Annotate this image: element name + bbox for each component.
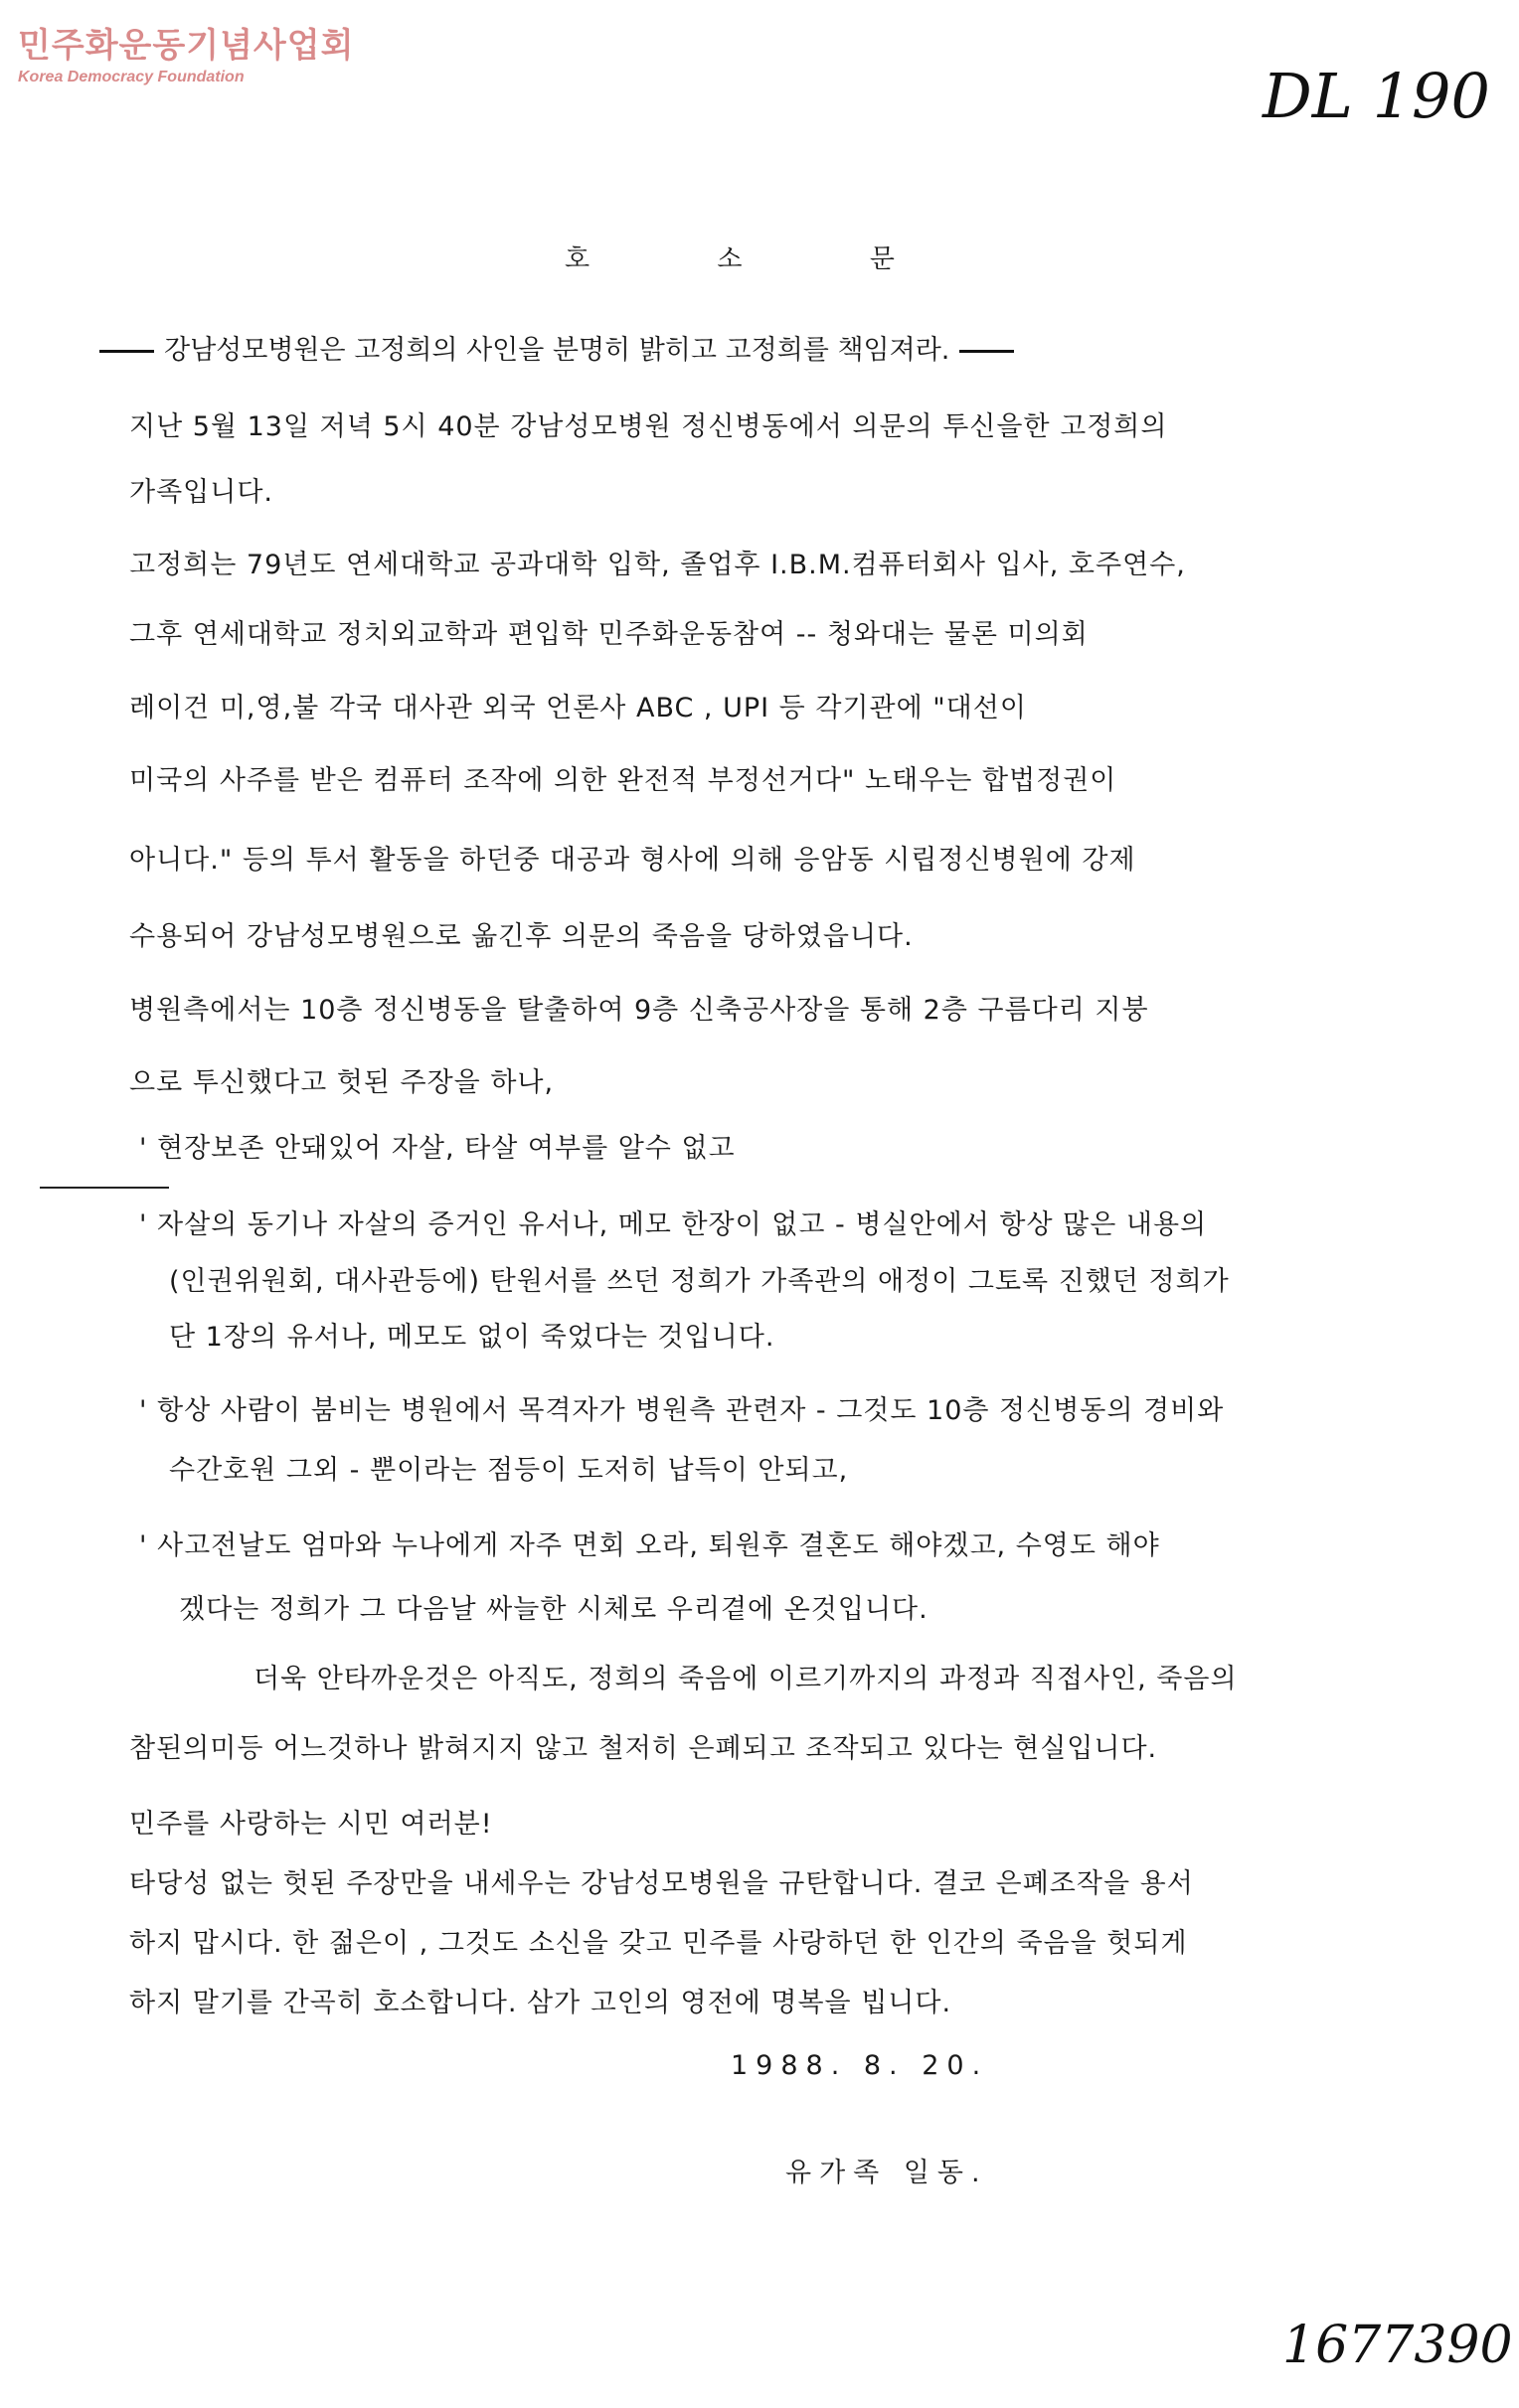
document-date: 1988. 8. 20. <box>731 2050 989 2081</box>
body-line-10: 으로 투신했다고 헛된 주장을 하나, <box>129 1067 555 1098</box>
watermark-korean-text: 민주화운동기념사업회 <box>18 26 355 66</box>
body-line-18: 겠다는 정희가 그 다음날 싸늘한 시체로 우리곁에 온것입니다. <box>179 1594 928 1625</box>
leading-dash <box>99 350 154 353</box>
margin-rule-line <box>40 1187 169 1189</box>
body-line-3: 고정희는 79년도 연세대학교 공과대학 입학, 졸업후 I.B.M.컴퓨터회사 입사, 호주연수, <box>129 550 1186 580</box>
body-line-14: 단 1장의 유서나, 메모도 없이 죽었다는 것입니다. <box>169 1322 775 1353</box>
body-line-1: 지난 5월 13일 저녁 5시 40분 강남성모병원 정신병동에서 의문의 투신을한 고정희의 <box>129 411 1168 442</box>
body-line-13: (인권위원회, 대사관등에) 탄원서를 쓰던 정희가 가족관의 애정이 그토록 진했던 정희가 <box>169 1266 1230 1297</box>
body-line-7: 아니다." 등의 투서 활동을 하던중 대공과 형사에 의해 응암동 시립정신병원에 강제 <box>129 845 1136 876</box>
body-line-15: ' 항상 사람이 붐비는 병원에서 목격자가 병원측 관련자 - 그것도 10층 정신병동의 경비와 <box>139 1395 1225 1426</box>
body-line-12: ' 자살의 동기나 자살의 증거인 유서나, 메모 한장이 없고 - 병실안에서 항상 많은 내용의 <box>139 1209 1208 1240</box>
body-line-20: 참된의미등 어느것하나 밝혀지지 않고 철저히 은폐되고 조작되고 있다는 현실입니다. <box>129 1733 1158 1764</box>
body-line-19: 더욱 안타까운것은 아직도, 정희의 죽음에 이르기까지의 과정과 직접사인, 죽음의 <box>253 1664 1238 1694</box>
trailing-dash <box>959 350 1014 353</box>
body-line-2: 가족입니다. <box>129 477 273 508</box>
body-line-4: 그후 연세대학교 정치외교학과 편입학 민주화운동참여 -- 청와대는 물론 미의회 <box>129 619 1089 650</box>
body-line-11: ' 현장보존 안돼있어 자살, 타살 여부를 알수 없고 <box>139 1133 736 1164</box>
handwritten-archive-number: 1677390 <box>1282 2316 1513 2375</box>
body-line-5: 레이건 미,영,불 각국 대사관 외국 언론사 ABC , UPI 등 각기관에 "대선이 <box>129 693 1027 723</box>
document-title: 호 소 문 <box>565 244 954 274</box>
handwritten-document-id: DL 190 <box>1263 60 1490 132</box>
body-line-22: 타당성 없는 헛된 주장만을 내세우는 강남성모병원을 규탄합니다. 결코 은폐조작을 용서 <box>129 1868 1194 1899</box>
body-line-16: 수간호원 그외 - 뿐이라는 점등이 도저히 납득이 안되고, <box>169 1455 849 1486</box>
signature-bereaved-family: 유가족 일동. <box>785 2158 988 2188</box>
body-line-21: 민주를 사랑하는 시민 여러분! <box>129 1809 493 1840</box>
body-line-8: 수용되어 강남성모병원으로 옮긴후 의문의 죽음을 당하였읍니다. <box>129 921 914 952</box>
subtitle-text: 강남성모병원은 고정희의 사인을 분명히 밝히고 고정희를 책임져라. <box>164 335 950 366</box>
body-line-24: 하지 말기를 간곡히 호소합니다. 삼가 고인의 영전에 명복을 빕니다. <box>129 1988 952 2018</box>
document-subtitle <box>89 328 1024 367</box>
body-line-9: 병원측에서는 10층 정신병동을 탈출하여 9층 신축공사장을 통해 2층 구름다리 지붕 <box>129 995 1149 1026</box>
foundation-watermark <box>18 18 354 86</box>
body-line-17: ' 사고전날도 엄마와 누나에게 자주 면회 오라, 퇴원후 결혼도 해야겠고, 수영도 해야 <box>139 1530 1160 1561</box>
watermark-english-text: Korea Democracy Foundation <box>18 69 245 85</box>
body-line-23: 하지 맙시다. 한 젊은이 , 그것도 소신을 갖고 민주를 사랑하던 한 인간의 죽음을 헛되게 <box>129 1928 1188 1959</box>
body-line-6: 미국의 사주를 받은 컴퓨터 조작에 의한 완전적 부정선거다" 노태우는 합법정권이 <box>129 765 1117 796</box>
